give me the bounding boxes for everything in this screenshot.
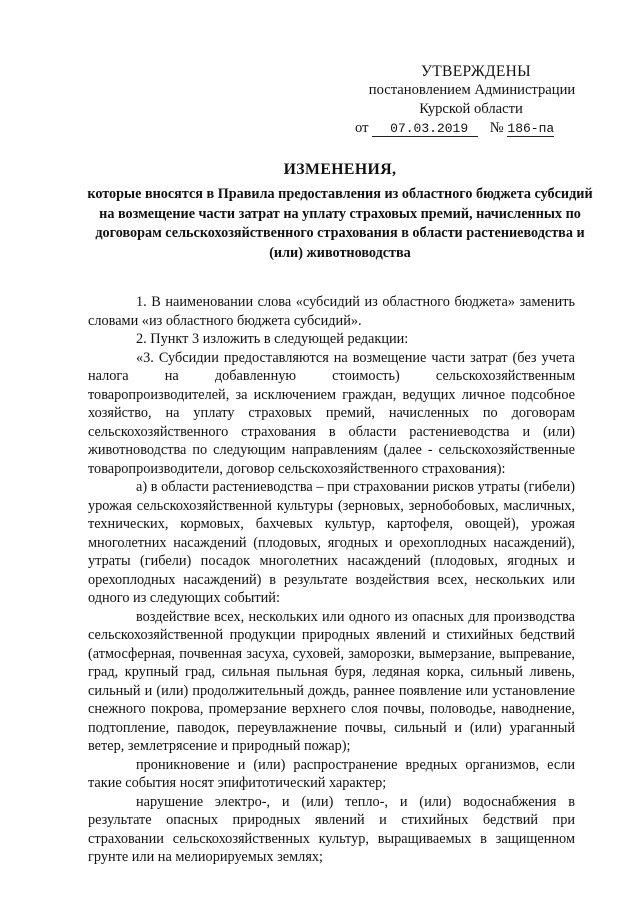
approval-line-administration: постановлением Администрации (368, 82, 576, 98)
paragraph-3: «3. Субсидии предоставляются на возмещение части затрат (без учета налога на добавленную стоимость) сельскохозяйственным товаропроизводителей, за исключением граждан, ведущих личное подсобное хозяйство, на уплату страховых премий, начисленных по договорам сельскохозяйственного страхования в области растениеводства и (или) животноводства по следующим направлениям (далее - сельскохозяйственные товаропроизводители, договор сельскохозяйственного страхования): (88, 349, 575, 477)
approval-line-region: Курской области (419, 101, 523, 117)
document-heading (80, 160, 600, 263)
paragraph-2: 2. Пункт 3 изложить в следующей редакции: (136, 331, 409, 347)
approval-date: 07.03.2019 (372, 122, 478, 137)
approval-number: 186-па (507, 121, 555, 136)
paragraph-7: нарушение электро-, и (или) тепло-, и (или) водоснабжения в результате опасных природных явлений и стихийных бедствий при страховании сельскохозяйственных культур, выращиваемых в защищенном грунте или на мелиорируемых землях; (88, 793, 575, 865)
paragraph-1: 1. В наименовании слова «субсидий из областного бюджета» заменить словами «из областного бюджета субсидий». (88, 294, 575, 329)
approval-title: УТВЕРЖДЕНЫ (421, 63, 531, 80)
approval-block (357, 62, 587, 138)
approval-number-prefix: № (489, 120, 504, 136)
paragraph-5: воздействие всех, нескольких или одного из опасных для производства сельскохозяйственной продукции природных явлений и стихийных бедствий (атмосферная, почвенная засуха, суховей, заморозки, вымерзание, выпревание, град, крупный град, сильная пыльная буря, ледяная корка, сильный ливень, сильный и (или) продолжительный дождь, раннее появление или установление снежного покрова, промерзание верхнего слоя почвы, половодье, наводнение, подтопление, паводок, переувлажнение почвы, сильный и (или) ураганный ветер, землетрясение и природный пожар); (88, 608, 575, 754)
heading-title: ИЗМЕНЕНИЯ, (283, 161, 397, 178)
heading-subtitle: которые вносятся в Правила предоставления из областного бюджета субсидий на возмещение части затрат на уплату страховых премий, начисленных по договорам сельскохозяйственного страхования в области растениеводства и (или) животноводства (87, 186, 593, 261)
paragraph-6: проникновение и (или) распространение вредных организмов, если такие события носят эпифитотический характер; (88, 756, 575, 791)
paragraph-4: а) в области растениеводства – при страховании рисков утраты (гибели) урожая сельскохозяйственной культуры (зерновых, зернобобовых, масличных, технических, кормовых, бахчевых культур, картофеля, овощей), урожая многолетних насаждений (плодовых, ягодных и орехоплодных насаждений), утраты (гибели) посадок многолетних насаждений (плодовых, ягодных и орехоплодных насаждений) в результате воздействия всех, нескольких или одного из следующих событий: (88, 479, 575, 606)
approval-date-line (355, 119, 585, 138)
document-body (88, 293, 575, 867)
approval-from-prefix: от (355, 120, 369, 136)
